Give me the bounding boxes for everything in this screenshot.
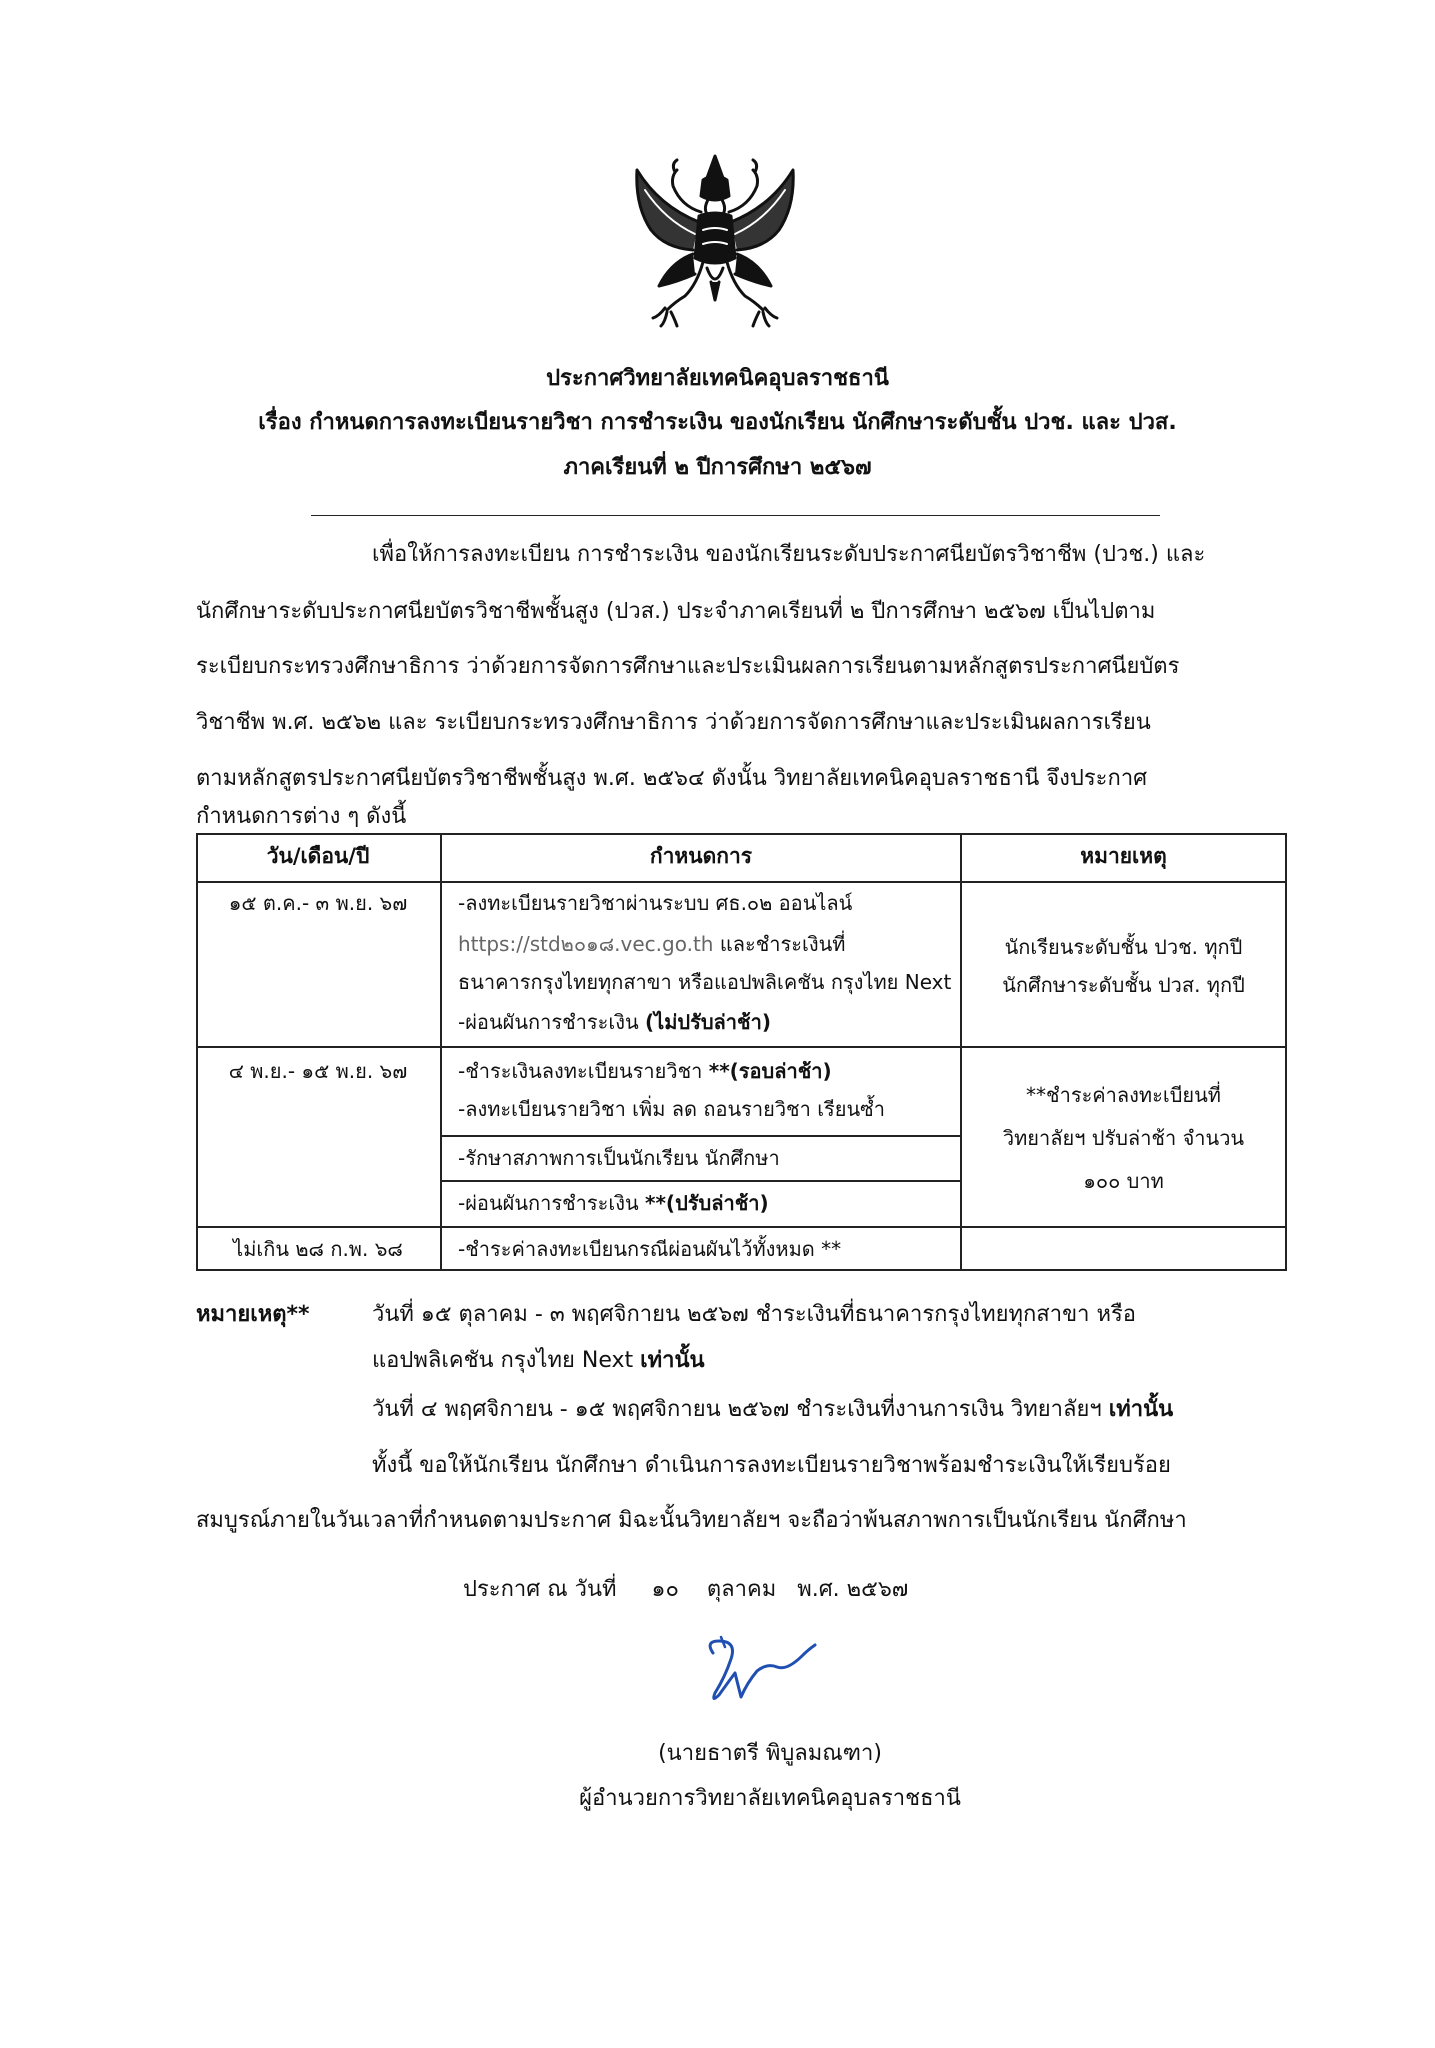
remark-text: นักเรียนระดับชั้น ปวช. ทุกปี	[1004, 935, 1243, 959]
table-row-date: ไม่เกิน ๒๘ ก.พ. ๖๘	[233, 1237, 403, 1261]
notes-label: หมายเหตุ**	[196, 1302, 310, 1327]
body-line: วิชาชีพ พ.ศ. ๒๕๖๒ และ ระเบียบกระทรวงศึกษาธิการ ว่าด้วยการจัดการศึกษาและประเมินผลการเรียน	[196, 710, 1151, 735]
schedule-item: -รักษาสภาพการเป็นนักเรียน นักศึกษา	[458, 1146, 780, 1170]
column-header-remark: หมายเหตุ	[1080, 844, 1167, 868]
document-subject: เรื่อง กำหนดการลงทะเบียนรายวิชา การชำระเงิน ของนักเรียน นักศึกษาระดับชั้น ปวช. และ ปวส.	[258, 410, 1177, 435]
schedule-item: ธนาคารกรุงไทยทุกสาขา หรือแอปพลิเคชัน กรุงไทย Next	[458, 970, 952, 994]
remark-text: นักศึกษาระดับชั้น ปวส. ทุกปี	[1002, 973, 1245, 997]
note-text: แอปพลิเคชัน กรุงไทย Next	[372, 1348, 634, 1373]
schedule-item	[458, 1189, 769, 1217]
document-term: ภาคเรียนที่ ๒ ปีการศึกษา ๒๕๖๗	[563, 455, 872, 480]
note-line	[372, 1393, 1173, 1427]
note-line	[372, 1344, 705, 1378]
note-text: วันที่ ๔ พฤศจิกายน - ๑๕ พฤศจิกายน ๒๕๖๗ ชำระเงินที่งานการเงิน วิทยาลัยฯ	[372, 1397, 1102, 1422]
date-month: ตุลาคม	[706, 1577, 777, 1602]
title-divider	[311, 515, 1160, 516]
schedule-item-text: -ผ่อนผันการชำระเงิน	[458, 1191, 639, 1215]
body-line: นักศึกษาระดับประกาศนียบัตรวิชาชีพชั้นสูง (ปวส.) ประจำภาคเรียนที่ ๒ ปีการศึกษา ๒๕๖๗ เป็นไปตาม	[196, 599, 1156, 624]
column-header-date: วัน/เดือน/ปี	[266, 844, 370, 868]
body-line: ระเบียบกระทรวงศึกษาธิการ ว่าด้วยการจัดการศึกษาและประเมินผลการเรียนตามหลักสูตรประกาศนียบัตร	[196, 654, 1180, 679]
schedule-item: -ลงทะเบียนรายวิชา เพิ่ม ลด ถอนรายวิชา เรียนซ้ำ	[458, 1097, 885, 1121]
schedule-item: -ลงทะเบียนรายวิชาผ่านระบบ ศธ.๐๒ ออนไลน์	[458, 891, 853, 915]
schedule-item: -ชำระค่าลงทะเบียนกรณีผ่อนผันไว้ทั้งหมด **	[458, 1237, 842, 1261]
announcement-date	[463, 1573, 908, 1607]
table-row-date: ๑๕ ต.ค.- ๓ พ.ย. ๖๗	[228, 891, 408, 915]
signature-mark	[695, 1633, 825, 1715]
schedule-item	[458, 1057, 832, 1085]
closing-line: สมบูรณ์ภายในวันเวลาที่กำหนดตามประกาศ มิฉะนั้นวิทยาลัยฯ จะถือว่าพ้นสภาพการเป็นนักเรียน นักศึกษา	[196, 1508, 1187, 1533]
note-emphasis: เท่านั้น	[640, 1348, 705, 1373]
signatory-position: ผู้อำนวยการวิทยาลัยเทคนิคอุบลราชธานี	[579, 1786, 961, 1811]
body-line: กำหนดการต่าง ๆ ดังนี้	[196, 804, 407, 829]
remark-text: **ชำระค่าลงทะเบียนที่	[1026, 1083, 1221, 1107]
body-line: เพื่อให้การลงทะเบียน การชำระเงิน ของนักเรียนระดับประกาศนียบัตรวิชาชีพ (ปวช.) และ	[372, 542, 1206, 567]
date-day: ๑๐	[651, 1577, 679, 1602]
signatory-name: (นายธาตรี พิบูลมณฑา)	[658, 1741, 882, 1766]
column-header-schedule: กำหนดการ	[649, 844, 753, 868]
table-row-date: ๔ พ.ย.- ๑๕ พ.ย. ๖๗	[228, 1059, 408, 1083]
registration-url[interactable]	[458, 930, 845, 958]
schedule-table	[196, 833, 1287, 1271]
date-prefix: ประกาศ ณ วันที่	[463, 1577, 617, 1602]
no-late-fee-label: (ไม่ปรับล่าช้า)	[645, 1010, 771, 1034]
remark-text: ๑๐๐ บาท	[1083, 1169, 1164, 1193]
registration-link[interactable]: https://std๒๐๑๘.vec.go.th	[458, 932, 714, 956]
remark-text: วิทยาลัยฯ ปรับล่าช้า จำนวน	[1002, 1126, 1245, 1150]
date-year: พ.ศ. ๒๕๖๗	[797, 1577, 909, 1602]
note-emphasis: เท่านั้น	[1108, 1397, 1174, 1422]
schedule-item	[458, 1008, 771, 1036]
body-line: ตามหลักสูตรประกาศนียบัตรวิชาชีพชั้นสูง พ.ศ. ๒๕๖๔ ดังนั้น วิทยาลัยเทคนิคอุบลราชธานี จึงประกาศ	[196, 766, 1148, 791]
schedule-item-text: และชำระเงินที่	[719, 932, 846, 956]
document-title: ประกาศวิทยาลัยเทคนิคอุบลราชธานี	[546, 366, 889, 391]
late-round-label: **(รอบล่าช้า)	[708, 1059, 832, 1083]
schedule-item-text: -ผ่อนผันการชำระเงิน	[458, 1010, 639, 1034]
closing-line: ทั้งนี้ ขอให้นักเรียน นักศึกษา ดำเนินการลงทะเบียนรายวิชาพร้อมชำระเงินให้เรียบร้อย	[372, 1453, 1171, 1478]
schedule-item-text: -ชำระเงินลงทะเบียนรายวิชา	[458, 1059, 703, 1083]
garuda-emblem-icon	[615, 150, 815, 335]
note-line: วันที่ ๑๕ ตุลาคม - ๓ พฤศจิกายน ๒๕๖๗ ชำระเงินที่ธนาคารกรุงไทยทุกสาขา หรือ	[372, 1302, 1137, 1327]
late-fee-label: **(ปรับล่าช้า)	[645, 1191, 769, 1215]
